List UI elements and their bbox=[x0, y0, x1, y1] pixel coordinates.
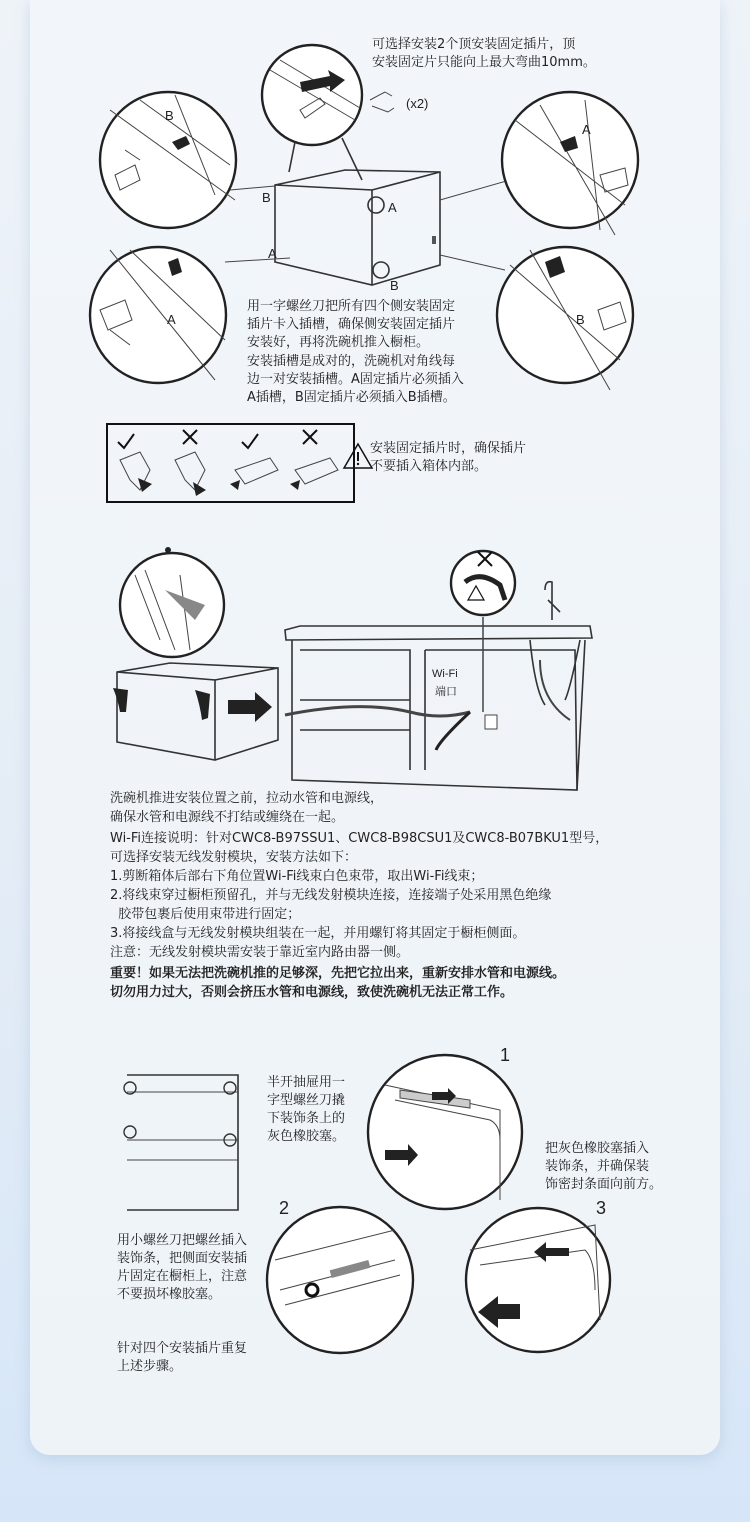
step2-text-1: 把灰色橡胶塞插入 bbox=[545, 1141, 650, 1156]
warning-line-1: 安装固定插片时，确保插片 bbox=[370, 441, 527, 456]
wifi-label-1: Wi-Fi bbox=[432, 668, 458, 680]
step2-text-2: 装饰条，并确保装 bbox=[545, 1159, 650, 1174]
section2-para-8: 3.将接线盒与无线发射模块组装在一起，并用螺钉将其固定于橱柜侧面。 bbox=[110, 926, 526, 941]
step1-text-1: 半开抽屉用一 bbox=[267, 1075, 346, 1090]
label-b-box-bottom: B bbox=[390, 278, 399, 293]
section2-para-3: Wi-Fi连接说明：针对CWC8-B97SSU1、CWC8-B98CSU1及CWC8-B07BKU1型号， bbox=[110, 831, 609, 846]
top-note-line-1: 可选择安装2个顶安装固定插片，顶 bbox=[372, 37, 576, 52]
section2-para-4: 可选择安装无线发射模块，安装方法如下： bbox=[110, 850, 358, 865]
step-number-2: 2 bbox=[279, 1198, 290, 1218]
step1-text-4: 灰色橡胶塞。 bbox=[267, 1129, 346, 1144]
step1-text-2: 字型螺丝刀撬 bbox=[267, 1093, 346, 1108]
label-b-box: B bbox=[262, 190, 271, 205]
instruction-line-5: 边一对安装插槽。A固定插片必须插入 bbox=[247, 372, 464, 387]
section2-para-7: 胶带包裹后使用束带进行固定； bbox=[110, 907, 301, 922]
top-note-line-2: 安装固定片只能向上最大弯曲10mm。 bbox=[372, 55, 596, 70]
instruction-line-4: 安装插槽是成对的，洗碗机对角线每 bbox=[247, 354, 456, 369]
instruction-line-3: 安装好，再将洗碗机推入橱柜。 bbox=[247, 335, 430, 350]
section2-para-5: 1.剪断箱体后部右下角位置Wi-Fi线束白色束带，取出Wi-Fi线束； bbox=[110, 869, 484, 884]
wifi-label-2: 端口 bbox=[435, 686, 457, 698]
step3-text-4: 不要损坏橡胶塞。 bbox=[117, 1287, 222, 1302]
step2-text-3: 饰密封条面向前方。 bbox=[545, 1177, 663, 1192]
instruction-line-2: 插片卡入插槽，确保侧安装固定插片 bbox=[247, 317, 456, 332]
label-b-left-circle: B bbox=[165, 108, 174, 123]
important-line-2: 切勿用力过大，否则会挤压水管和电源线，致使洗碗机无法正常工作。 bbox=[110, 985, 514, 1000]
label-a-left-bottom: A bbox=[167, 312, 176, 327]
important-line-1: 重要！如果无法把洗碗机推的足够深，先把它拉出来，重新安排水管和电源线。 bbox=[110, 966, 566, 981]
section2-para-1: 洗碗机推进安装位置之前，拉动水管和电源线， bbox=[110, 791, 384, 806]
label-x2: (x2) bbox=[406, 96, 429, 111]
section2-para-2: 确保水管和电源线不打结或缠绕在一起。 bbox=[110, 810, 345, 825]
step-number-1: 1 bbox=[500, 1045, 511, 1065]
label-b-right-bottom: B bbox=[576, 312, 585, 327]
label-a-connector: A bbox=[268, 246, 277, 261]
repeat-text-2: 上述步骤。 bbox=[117, 1359, 183, 1374]
warning-line-2: 不要插入箱体内部。 bbox=[370, 459, 488, 474]
step1-text-3: 下装饰条上的 bbox=[267, 1111, 346, 1126]
repeat-text-1: 针对四个安装插片重复 bbox=[117, 1341, 248, 1356]
step3-text-2: 装饰条，把侧面安装插 bbox=[117, 1251, 248, 1266]
step3-text-3: 片固定在橱柜上，注意 bbox=[117, 1269, 248, 1284]
instruction-line-1: 用一字螺丝刀把所有四个侧安装固定 bbox=[247, 299, 456, 314]
section2-para-6: 2.将线束穿过橱柜预留孔，并与无线发射模块连接，连接端子处采用黑色绝缘 bbox=[110, 888, 552, 903]
instruction-line-6: A插槽，B固定插片必须插入B插槽。 bbox=[247, 390, 456, 405]
step-number-3: 3 bbox=[596, 1198, 607, 1218]
label-a-box-top: A bbox=[388, 200, 397, 215]
section2-para-9: 注意：无线发射模块需安装于靠近室内路由器一侧。 bbox=[110, 945, 410, 960]
step3-text-1: 用小螺丝刀把螺丝插入 bbox=[117, 1233, 248, 1248]
label-a-right-top: A bbox=[582, 122, 591, 137]
